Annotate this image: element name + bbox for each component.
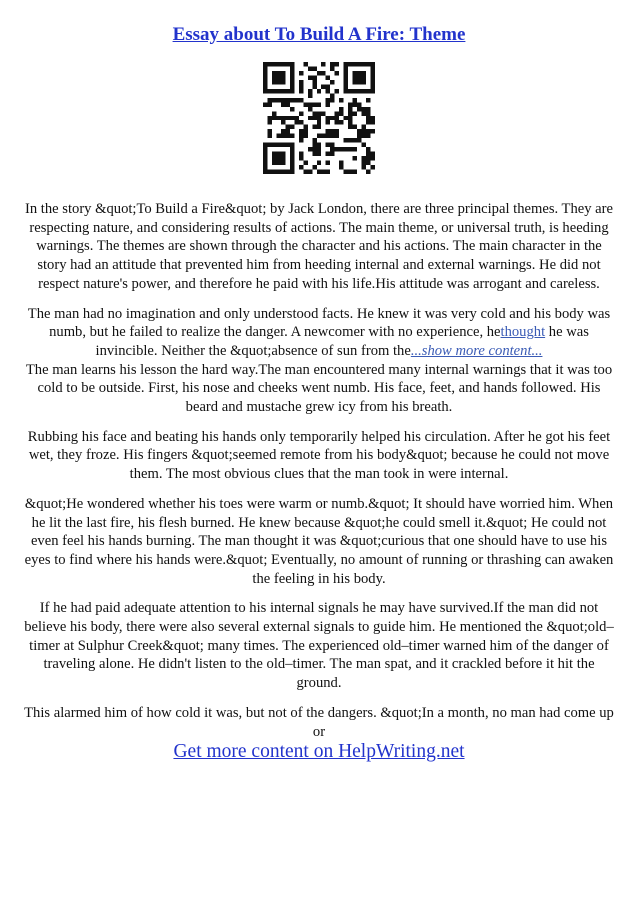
document-title[interactable]: Essay about To Build A Fire: Theme [172,24,466,45]
paragraph-7: This alarmed him of how cold it was, but not of the dangers. &quot;In a month, no man had come up or [24,704,614,740]
paragraph-2-text: The man had no imagination and only understood facts. He knew it was very cold and his body was numb, but he failed to realize the danger. A newcomer with no experience, he [27,305,611,341]
paragraph-1: In the story &quot;To Build a Fire&quot; by Jack London, there are three principal themes. They are respecting nature, and considering results of actions. The main theme, or universal truth, is heeding warnings. The themes are shown through the character and his actions. The main character in the story had an attitude that prevented him from heeding internal and external warnings. He did not respect nature's power, and therefore he paid with his life.His attitude was arrogant and careless. [25,201,613,292]
show-more-link[interactable]: ...show more content... [410,342,543,359]
qr-code-graphic [263,62,375,174]
paragraph-6: If he had paid adequate attention to his internal signals he may have survived.If the man did not believe his body, there were also several external signals to guide him. He mentioned the &quot;old–timer at Sulphur Creek&quot; many times. The experienced old–timer warned him of the danger of traveling alone. He didn't listen to the old–timer. The man spat, and it crackled before it hit the ground. [24,600,614,692]
essay-body [20,200,618,752]
paragraph-3: The man learns his lesson the hard way.The man encountered many internal warnings that it was too cold to be outside. First, his nose and cheeks went numb. His face, feet, and hands followed. His beard and mustache grew icy from his breath. [25,361,613,416]
paragraph-5: &quot;He wondered whether his toes were warm or numb.&quot; It should have worried him. When he lit the last fire, his flesh burned. He knew because &quot;he could smell it.&quot; He could not even feel his hands burning. The man thought it was &quot;curious that one should have to use his eyes to find where his hands were.&quot; Eventually, no amount of running or thrashing can awaken the feeling in his body. [24,495,614,587]
qr-code [263,62,375,174]
paragraph-2 [20,305,618,361]
paragraph-4: Rubbing his face and beating his hands only temporarily helped his circulation. After he got his feet wet, they froze. His fingers &quot;seemed remote from his body&quot; because he could not move them. The most obvious clues that the man took in were internal. [27,428,611,483]
get-more-content-link[interactable]: Get more content on HelpWriting.net [173,741,465,762]
thought-link[interactable]: thought [500,324,546,341]
paragraph-2-continued: he was invincible. Neither the &quot;absence of sun from the [95,324,589,359]
